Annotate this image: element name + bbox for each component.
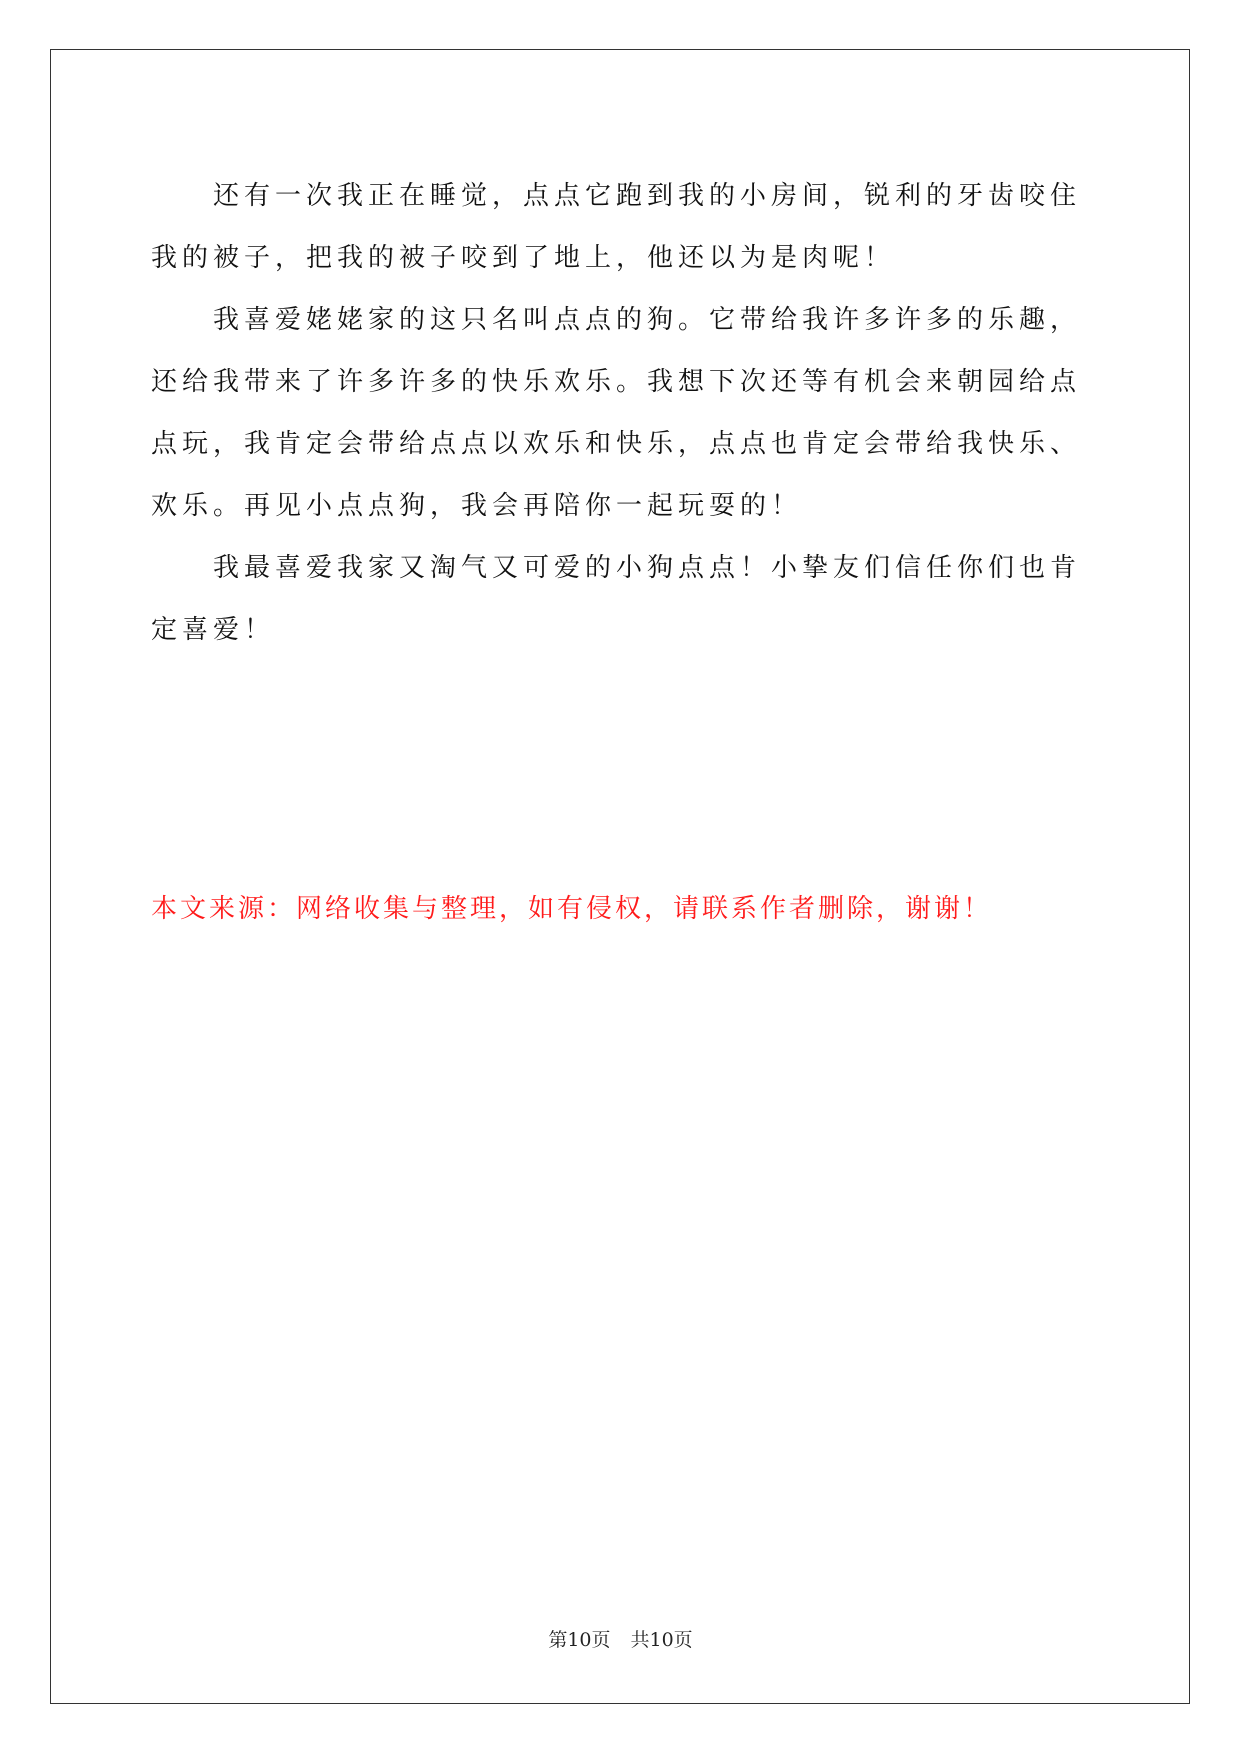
paragraph-1: 还有一次我正在睡觉，点点它跑到我的小房间，锐利的牙齿咬住我的被子，把我的被子咬到了地上，他还以为是肉呢！ [151,181,1082,273]
paragraph-2: 我喜爱姥姥家的这只名叫点点的狗。它带给我许多许多的乐趣，还给我带来了许多许多的快乐欢乐。我想下次还等有机会来朝园给点点玩，我肯定会带给点点以欢乐和快乐，点点也肯定会带给我快乐、欢乐。再见小点点狗，我会再陪你一起玩耍的！ [151,305,1082,521]
page-number: 第10页 [548,1629,611,1651]
document-body [151,165,1087,661]
page-total: 共10页 [630,1629,693,1651]
source-note: 本文来源：网络收集与整理，如有侵权，请联系作者删除，谢谢！ [151,894,993,924]
paragraph-3: 我最喜爱我家又淘气又可爱的小狗点点！小挚友们信任你们也肯定喜爱！ [151,553,1082,645]
page-footer [0,1625,1241,1652]
